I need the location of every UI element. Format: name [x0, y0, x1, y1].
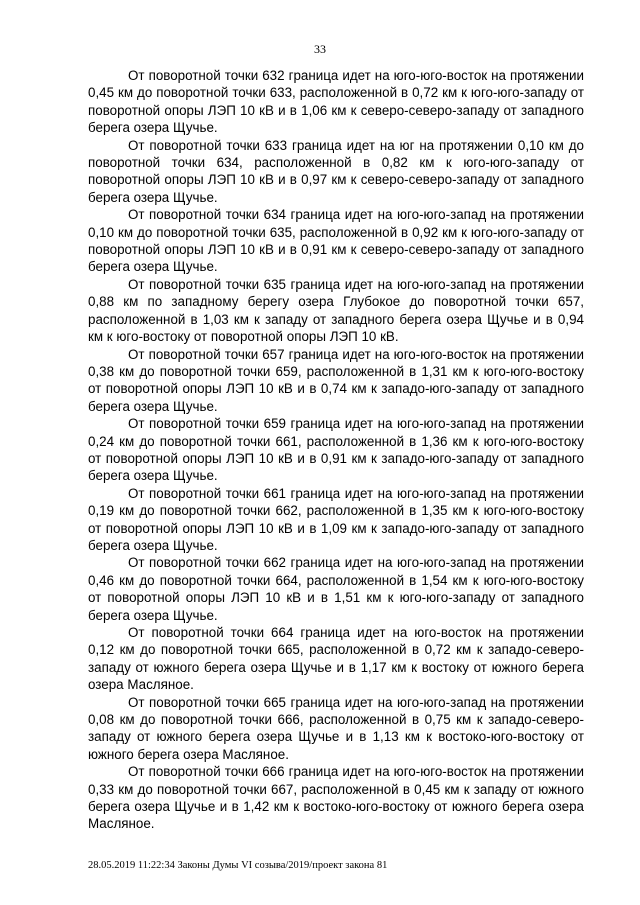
paragraph-point-634: От поворотной точки 634 граница идет на юго-юго-запад на протяжении 0,10 км до поворотной точки 635, расположенной в 0,92 км к юго-юго-западу от поворотной опоры ЛЭП 10 кВ и в 0,91 км к северо-северо-западу от западного берега озера Щучье. [88, 207, 584, 275]
paragraph-point-659: От поворотной точки 659 граница идет на юго-юго-запад на протяжении 0,24 км до поворотной точки 661, расположенной в 1,36 км к юго-юго-востоку от поворотной опоры ЛЭП 10 кВ и в 0,91 км к западо-юго-западу от западного берега озера Щучье. [88, 416, 584, 484]
page-number: 33 [314, 42, 326, 56]
paragraph-point-662: От поворотной точки 662 граница идет на юго-юго-запад на протяжении 0,46 км до поворотной точки 664, расположенной в 1,54 км к юго-юго-востоку от поворотной опоры ЛЭП 10 кВ и в 1,51 км к юго-юго-западу от западного берега озера Щучье. [88, 555, 584, 623]
paragraph-point-657: От поворотной точки 657 граница идет на юго-юго-восток на протяжении 0,38 км до поворотной точки 659, расположенной в 1,31 км к юго-юго-востоку от поворотной опоры ЛЭП 10 кВ и в 0,74 км к западо-юго-западу от западного берега озера Щучье. [88, 346, 584, 414]
paragraph-point-633: От поворотной точки 633 граница идет на юг на протяжении 0,10 км до поворотной точки 634, расположенной в 0,82 км к юго-юго-западу от поворотной опоры ЛЭП 10 кВ и в 0,97 км к северо-северо-западу от западного берега озера Щучье. [88, 137, 584, 205]
paragraph-point-632: От поворотной точки 632 граница идет на юго-юго-восток на протяжении 0,45 км до поворотной точки 633, расположенной в 0,72 км к юго-юго-западу от поворотной опоры ЛЭП 10 кВ и в 1,06 км к северо-северо-западу от западного берега озера Щучье. [88, 68, 584, 136]
paragraph-point-666: От поворотной точки 666 граница идет на юго-юго-восток на протяжении 0,33 км до поворотной точки 667, расположенной в 0,45 км к западу от южного берега озера Щучье и в 1,42 км к востоко-юго-востоку от южного берега озера Масляное. [88, 764, 584, 832]
paragraph-point-664: От поворотной точки 664 граница идет на юго-восток на протяжении 0,12 км до поворотной точки 665, расположенной в 0,72 км к западо-северо-западу от южного берега озера Щучье и в 1,17 км к востоку от южного берега озера Масляное. [88, 625, 584, 693]
paragraph-point-661: От поворотной точки 661 граница идет на юго-юго-запад на протяжении 0,19 км до поворотной точки 662, расположенной в 1,35 км к юго-юго-востоку от поворотной опоры ЛЭП 10 кВ и в 1,09 км к западо-юго-западу от западного берега озера Щучье. [88, 485, 584, 553]
paragraph-point-665: От поворотной точки 665 граница идет на юго-юго-запад на протяжении 0,08 км до поворотной точки 666, расположенной в 0,75 км к западо-северо-западу от южного берега озера Щучье и в 1,13 км к востоко-юго-востоку от южного берега озера Масляное. [88, 694, 584, 762]
page-footer: 28.05.2019 11:22:34 Законы Думы VI созыва/2019/проект закона 81 [88, 860, 388, 871]
document-body [88, 67, 584, 833]
paragraph-point-635: От поворотной точки 635 граница идет на юго-юго-запад на протяжении 0,88 км по западному берегу озера Глубокое до поворотной точки 657, расположенной в 1,03 км к западу от западного берега озера Щучье и в 0,94 км к юго-востоку от поворотной опоры ЛЭП 10 кВ. [88, 276, 584, 345]
